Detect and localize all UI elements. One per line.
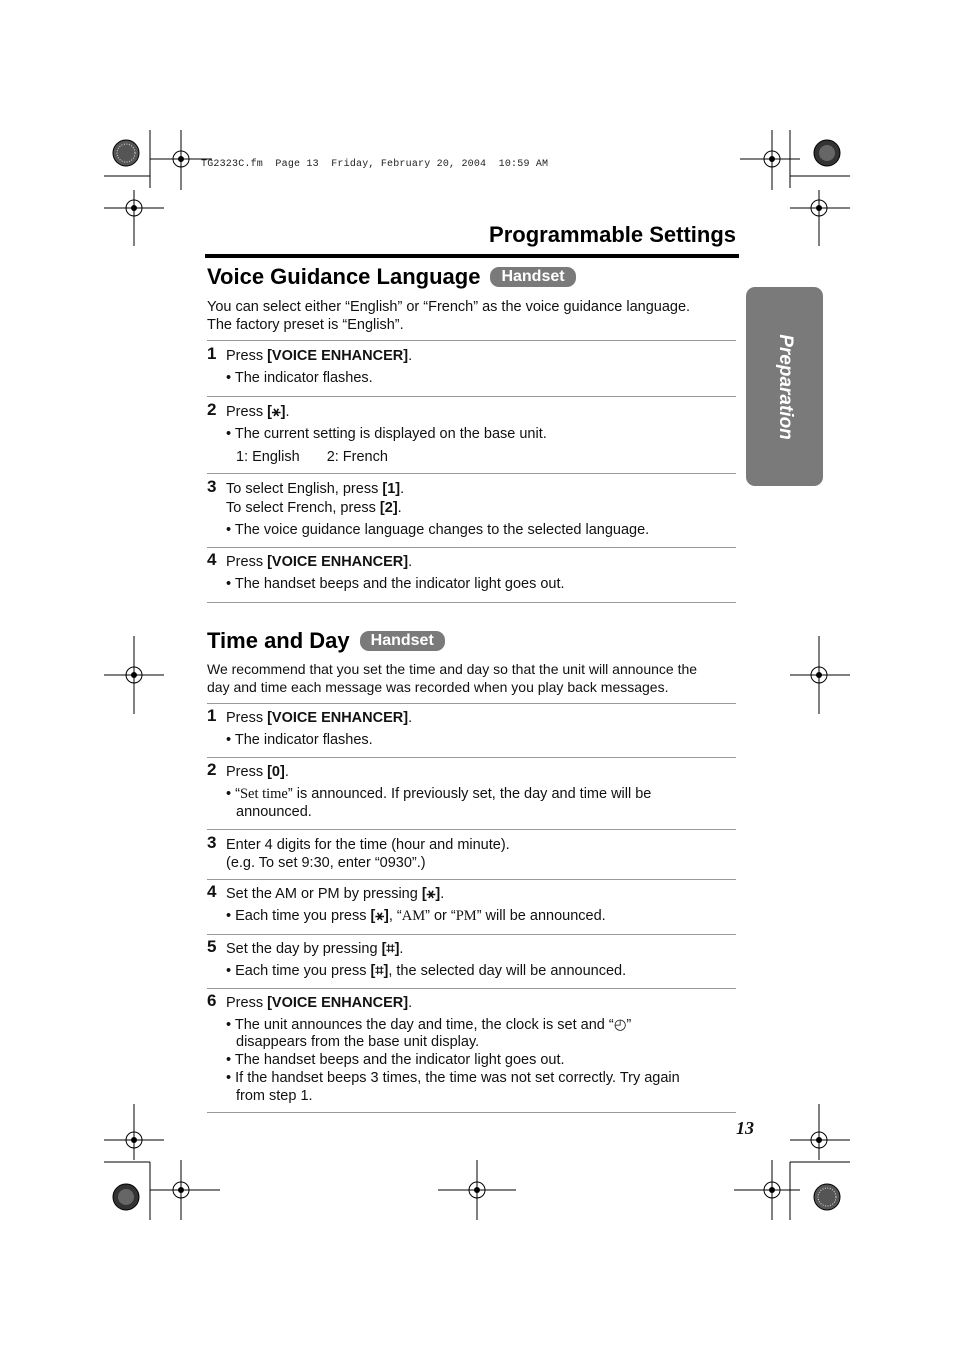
step-bullet-continuation: disappears from the base unit display. bbox=[236, 1034, 480, 1050]
step-text: , the selected day will be announced. bbox=[388, 963, 627, 979]
step-item bbox=[207, 833, 736, 872]
step-text: • Each time you press bbox=[226, 908, 371, 924]
step-text: To select French, press bbox=[226, 500, 380, 516]
step-text: , “ bbox=[388, 908, 402, 924]
divider bbox=[207, 396, 736, 397]
announcement-text: Set time bbox=[239, 786, 288, 802]
step-text: Press bbox=[226, 404, 268, 420]
step-bullet bbox=[226, 1016, 736, 1034]
divider bbox=[207, 988, 736, 989]
step-bullet bbox=[226, 785, 736, 803]
divider bbox=[207, 757, 736, 758]
step-text: • Each time you press bbox=[226, 963, 371, 979]
section-title-text: Time and Day bbox=[207, 628, 350, 653]
key-label: [VOICE ENHANCER] bbox=[267, 710, 409, 726]
page-number: 13 bbox=[736, 1118, 754, 1138]
step-item bbox=[207, 477, 736, 539]
key-label: [⚹] bbox=[370, 908, 389, 924]
step-number: 5 bbox=[207, 937, 217, 956]
divider bbox=[207, 340, 736, 341]
divider bbox=[207, 703, 736, 704]
step-bullet: • The handset beeps and the indicator light goes out. bbox=[226, 576, 565, 592]
step-bullet bbox=[226, 907, 736, 925]
step-bullet: • The voice guidance language changes to the selected language. bbox=[226, 522, 650, 538]
step-text: Press bbox=[226, 554, 268, 570]
key-label: [VOICE ENHANCER] bbox=[267, 995, 409, 1011]
step-number: 4 bbox=[207, 550, 217, 569]
step-text: . bbox=[440, 886, 445, 902]
step-number: 4 bbox=[207, 882, 217, 901]
side-tab-label: Preparation bbox=[774, 333, 796, 440]
step-text: . bbox=[408, 348, 413, 364]
step-item bbox=[207, 706, 736, 749]
step-number: 2 bbox=[207, 760, 217, 779]
key-label: [1] bbox=[382, 481, 401, 497]
divider bbox=[207, 1112, 736, 1113]
key-label: [⌗] bbox=[381, 941, 400, 957]
step-item bbox=[207, 937, 736, 980]
step-text: . bbox=[284, 764, 289, 780]
handset-badge: Handset bbox=[360, 631, 445, 651]
step-item bbox=[207, 991, 736, 1105]
step-item bbox=[207, 400, 736, 466]
step-bullet: • The indicator flashes. bbox=[226, 732, 373, 748]
announcement-text: PM bbox=[455, 908, 477, 924]
header-rule bbox=[205, 254, 739, 258]
divider bbox=[207, 879, 736, 880]
step-number: 3 bbox=[207, 833, 217, 852]
section-title-time-day bbox=[207, 628, 445, 654]
section-intro bbox=[207, 298, 737, 334]
step-text: • “ bbox=[226, 786, 240, 802]
step-text: Enter 4 digits for the time (hour and minute). bbox=[226, 837, 510, 853]
clock-icon: ◴ bbox=[613, 1017, 627, 1033]
step-text: . bbox=[397, 500, 402, 516]
divider bbox=[207, 602, 736, 603]
step-item bbox=[207, 882, 736, 925]
step-text: ” or “ bbox=[425, 908, 456, 924]
step-text: • The unit announces the day and time, the clock is set and “ bbox=[226, 1017, 614, 1033]
step-text: ” bbox=[626, 1017, 632, 1033]
language-options bbox=[226, 448, 736, 466]
key-label: [0] bbox=[267, 764, 285, 780]
step-number: 2 bbox=[207, 400, 217, 419]
step-text: Press bbox=[226, 710, 268, 726]
step-number: 3 bbox=[207, 477, 217, 496]
step-text: ” will be announced. bbox=[476, 908, 606, 924]
step-bullet: • The handset beeps and the indicator light goes out. bbox=[226, 1052, 565, 1068]
option-french: 2: French bbox=[326, 449, 388, 465]
divider bbox=[207, 934, 736, 935]
handset-badge: Handset bbox=[490, 267, 575, 287]
key-label: [⚹] bbox=[267, 404, 286, 420]
step-text: . bbox=[408, 554, 413, 570]
section-title-voice-guidance bbox=[207, 264, 576, 290]
print-info: TG2323C.fm Page 13 Friday, February 20, 2004 10:59 AM bbox=[201, 159, 549, 170]
key-label: [2] bbox=[379, 500, 398, 516]
option-english: 1: English bbox=[236, 449, 300, 465]
announcement-text: AM bbox=[401, 908, 426, 924]
step-text: Press bbox=[226, 995, 268, 1011]
step-item bbox=[207, 344, 736, 387]
step-text: Set the day by pressing bbox=[226, 941, 382, 957]
divider bbox=[207, 473, 736, 474]
key-label: [⚹] bbox=[421, 886, 441, 902]
step-text: ” is announced. If previously set, the day and time will be bbox=[287, 786, 652, 802]
step-text: . bbox=[400, 481, 405, 497]
step-number: 6 bbox=[207, 991, 217, 1010]
step-text: . bbox=[399, 941, 404, 957]
step-text: Press bbox=[226, 348, 268, 364]
step-item bbox=[207, 760, 736, 821]
step-bullet-continuation: from step 1. bbox=[236, 1088, 313, 1104]
step-bullet bbox=[226, 962, 736, 980]
step-text: . bbox=[408, 995, 413, 1011]
step-bullet: • The current setting is displayed on the base unit. bbox=[226, 426, 547, 442]
intro-line: The factory preset is “English”. bbox=[207, 317, 404, 333]
step-bullet: • The indicator flashes. bbox=[226, 370, 373, 386]
key-label: [VOICE ENHANCER] bbox=[267, 348, 409, 364]
step-text: Press bbox=[226, 764, 268, 780]
step-item bbox=[207, 550, 736, 593]
intro-line: You can select either “English” or “French” as the voice guidance language. bbox=[207, 299, 691, 315]
step-number: 1 bbox=[207, 344, 217, 363]
section-intro bbox=[207, 660, 737, 696]
step-text: (e.g. To set 9:30, enter “0930”.) bbox=[226, 855, 426, 871]
divider bbox=[207, 547, 736, 548]
step-bullet-continuation: announced. bbox=[236, 804, 312, 820]
step-text: To select English, press bbox=[226, 481, 383, 497]
key-label: [VOICE ENHANCER] bbox=[267, 554, 409, 570]
step-text: . bbox=[285, 404, 290, 420]
side-tab bbox=[746, 287, 823, 486]
step-text: Set the AM or PM by pressing bbox=[226, 886, 422, 902]
step-number: 1 bbox=[207, 706, 217, 725]
divider bbox=[207, 829, 736, 830]
key-label: [⌗] bbox=[370, 963, 389, 979]
step-bullet: • If the handset beeps 3 times, the time was not set correctly. Try again bbox=[226, 1070, 680, 1086]
intro-line: day and time each message was recorded when you play back messages. bbox=[207, 679, 669, 695]
intro-line: We recommend that you set the time and day so that the unit will announce the bbox=[207, 661, 698, 677]
page-header-title: Programmable Settings bbox=[489, 222, 736, 247]
step-text: . bbox=[408, 710, 413, 726]
section-title-text: Voice Guidance Language bbox=[207, 264, 481, 289]
